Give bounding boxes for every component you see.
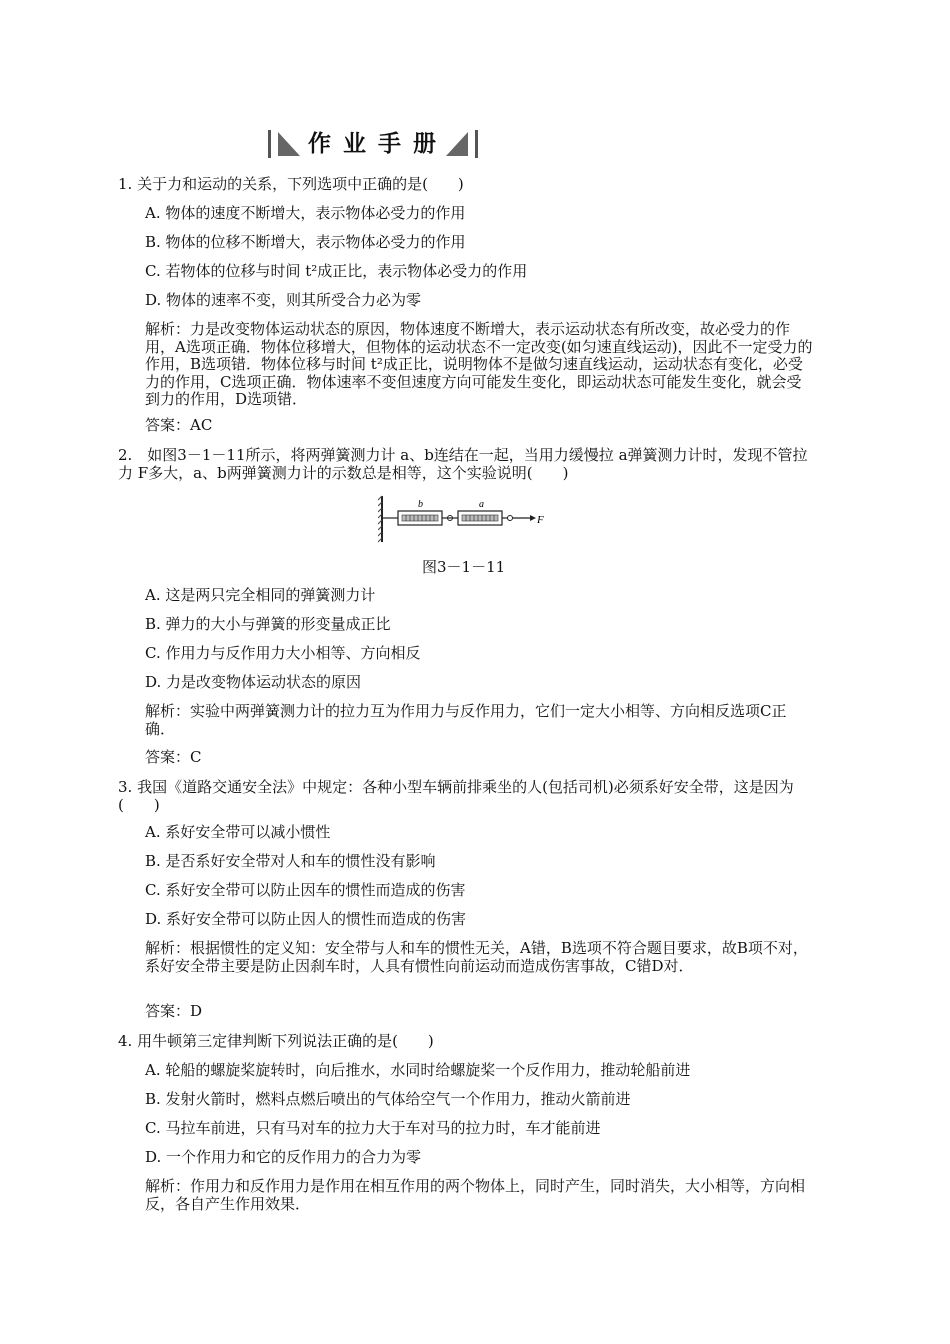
banner-right-triangle-icon bbox=[446, 132, 468, 156]
q2-option-a: A. 这是两只完全相同的弹簧测力计 bbox=[145, 586, 376, 604]
q2-option-b: B. 弹力的大小与弹簧的形变量成正比 bbox=[145, 615, 391, 633]
label-f: F bbox=[537, 514, 544, 526]
q4-option-a: A. 轮船的螺旋桨旋转时，向后推水，水同时给螺旋桨一个反作用力，推动轮船前进 bbox=[145, 1061, 691, 1079]
q3-analysis: 解析：根据惯性的定义知：安全带与人和车的惯性无关，A错，B选项不符合题目要求，故B项不对，系好安全带主要是防止因刹车时，人具有惯性向前运动而造成伤害事故，C错D对． bbox=[145, 939, 808, 975]
force-arrow-head bbox=[530, 515, 536, 521]
q2-option-d: D. 力是改变物体运动状态的原因 bbox=[145, 673, 362, 691]
q3-option-b: B. 是否系好安全带对人和车的惯性没有影响 bbox=[145, 852, 436, 870]
q4-stem: 4. 用牛顿第三定律判断下列说法正确的是( ) bbox=[118, 1032, 434, 1050]
q4-analysis: 解析：作用力和反作用力是作用在相互作用的两个物体上，同时产生，同时消失，大小相等，方向相反，各自产生作用效果． bbox=[145, 1177, 806, 1213]
q1-option-c: C. 若物体的位移与时间 t²成正比，表示物体必受力的作用 bbox=[145, 262, 528, 280]
q1-option-a: A. 物体的速度不断增大，表示物体必受力的作用 bbox=[145, 204, 466, 222]
figure-caption: 图3－1－11 bbox=[422, 558, 506, 576]
spring-scale-figure bbox=[378, 494, 548, 544]
label-a: a bbox=[479, 499, 484, 510]
label-b: b bbox=[418, 499, 423, 510]
q3-option-c: C. 系好安全带可以防止因车的惯性而造成的伤害 bbox=[145, 881, 466, 899]
q3-stem: 3. 我国《道路交通安全法》中规定：各种小型车辆前排乘坐的人(包括司机)必须系好安全带，这是因为( ) bbox=[118, 778, 794, 814]
q1-analysis: 解析：力是改变物体运动状态的原因，物体速度不断增大，表示运动状态有所改变，故必受力的作用，A选项正确．物体位移增大，但物体的运动状态不一定改变(如匀速直线运动)，因此不一定受力的作用，B选项错．物体位移与时间 t²成正比，说明物体不是做匀速直线运动，运动状态有变化，必受力的作用，C选项正确．物体速率不变但速度方向可能发生变化，即运动状态可能发生变化，就会受到力的作用，D选项错． bbox=[145, 320, 813, 408]
q1-stem: 1. 关于力和运动的关系，下列选项中正确的是( ) bbox=[118, 175, 464, 193]
q3-option-d: D. 系好安全带可以防止因人的惯性而造成的伤害 bbox=[145, 910, 467, 928]
q3-option-a: A. 系好安全带可以减小惯性 bbox=[145, 823, 331, 841]
q1-option-b: B. 物体的位移不断增大，表示物体必受力的作用 bbox=[145, 233, 466, 251]
q1-option-d: D. 物体的速率不变，则其所受合力必为零 bbox=[145, 291, 422, 309]
banner-right-bar bbox=[475, 130, 478, 158]
q4-option-d: D. 一个作用力和它的反作用力的合力为零 bbox=[145, 1148, 422, 1166]
q4-option-b: B. 发射火箭时，燃料点燃后喷出的气体给空气一个作用力，推动火箭前进 bbox=[145, 1090, 631, 1108]
q1-answer: 答案：AC bbox=[145, 416, 213, 434]
page-title: 作业手册 bbox=[308, 131, 448, 157]
q2-option-c: C. 作用力与反作用力大小相等、方向相反 bbox=[145, 644, 421, 662]
q2-answer: 答案：C bbox=[145, 748, 202, 766]
spring-scale-diagram bbox=[378, 494, 548, 544]
q2-stem: 2. 如图3－1－11所示，将两弹簧测力计 a、b连结在一起，当用力缓慢拉 a弹簧测力计时，发现不管拉力 F多大，a、b两弹簧测力计的示数总是相等，这个实验说明( ) bbox=[118, 446, 808, 482]
q3-answer: 答案：D bbox=[145, 1002, 203, 1020]
q4-option-c: C. 马拉车前进，只有马对车的拉力大于车对马的拉力时，车才能前进 bbox=[145, 1119, 601, 1137]
q2-analysis: 解析：实验中两弹簧测力计的拉力互为作用力与反作用力，它们一定大小相等、方向相反选项C正确． bbox=[145, 702, 787, 738]
header-banner bbox=[268, 128, 478, 162]
